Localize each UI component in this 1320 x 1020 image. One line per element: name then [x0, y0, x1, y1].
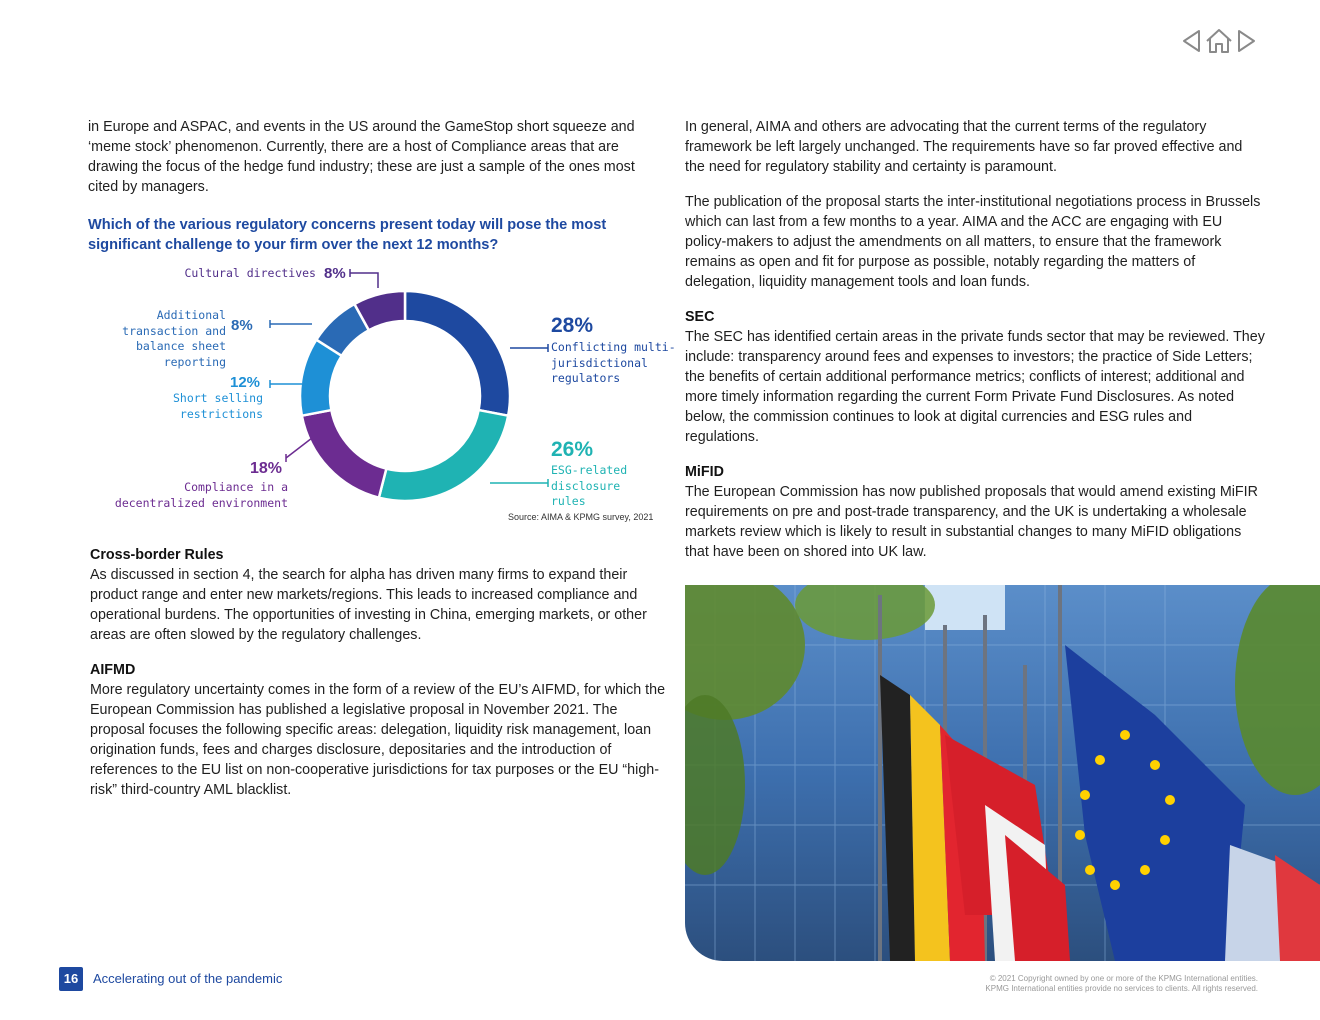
right-paragraph-1: In general, AIMA and others are advocating that the current terms of the regulatory framework be left largely unchanged. The requirements have so far proved effective and the need for regulatory stability and certainty is paramount.: [685, 119, 1243, 175]
chart-question: Which of the various regulatory concerns present today will pose the most significant challenge to your firm over the next 12 months?: [88, 217, 607, 253]
copyright-line-1: © 2021 Copyright owned by one or more of the KPMG International entities.: [989, 974, 1258, 983]
data-label-conflicting: 28%: [551, 314, 594, 337]
copyright-notice: [985, 974, 1258, 994]
data-label-additional: 8%: [231, 317, 253, 334]
mifid-paragraph: The European Commission has now published proposals that would amend existing MiFIR requirements on pre and post-trade transparency, and the UK is undertaking a wholesale markets review which is likely to result in substantial changes to many MiFID obligations that have been on shored into UK law.: [685, 484, 1258, 560]
category-label-esg: ESG-related disclosure rules: [551, 463, 628, 508]
data-label-esg: 26%: [551, 438, 594, 461]
donut-slice-decentralized: [302, 410, 386, 498]
category-label-decentralized: Compliance in a decentralized environment: [114, 480, 288, 510]
donut-slice-esg: [379, 410, 508, 501]
chevron-left-icon[interactable]: [1180, 28, 1202, 54]
donut-chart: [80, 258, 676, 528]
chart-source: Source: AIMA & KPMG survey, 2021: [508, 512, 654, 522]
aifmd-heading: AIFMD: [90, 662, 136, 678]
data-label-decentralized: 18%: [250, 460, 283, 477]
right-paragraph-2: The publication of the proposal starts the inter-institutional negotiations process in Brussels which can last from a few months to a year. AIMA and the ACC are engaging with EU policy-makers to adjust the amendments on all matters, to ensure that the framework remains as open and fit for purpose as possible, notably regarding the matters of delegation, liquidity management tools and loan funds.: [685, 194, 1261, 290]
intro-paragraph: in Europe and ASPAC, and events in the US around the GameStop short squeeze and ‘meme stock’ phenomenon. Currently, there are a host of Compliance areas that are drawing the focus of the hedge fund industry; these are just a sample of the ones most cited by managers.: [88, 119, 635, 195]
aifmd-paragraph: More regulatory uncertainty comes in the form of a review of the EU’s AIFMD, for which the European Commission has published a legislative proposal in November 2021. The proposal focuses the following specific areas: delegation, liquidity risk management, loan origination funds, fees and charges disclosure, depositaries and the introduction of references to the EU list on non-cooperative jurisdictions for tax purposes or the EU “high-risk” third-country AML blacklist.: [90, 682, 666, 798]
right-column: [685, 117, 1265, 562]
mifid-heading: MiFID: [685, 464, 724, 480]
footer-title: Accelerating out of the pandemic: [93, 971, 283, 986]
category-label-additional: Additional transaction and balance sheet reporting: [122, 308, 226, 369]
home-icon[interactable]: [1204, 27, 1234, 55]
page-number: 16: [59, 967, 83, 991]
category-label-short-selling: Short selling restrictions: [172, 391, 263, 421]
cross-border-paragraph: As discussed in section 4, the search for alpha has driven many firms to expand their product range and enter new markets/regions. This leads to increased compliance and operational burdens. The opportunities of investing in China, emerging markets, or other areas are often slowed by the regulatory challenges.: [90, 567, 647, 643]
page-navigation: [1180, 27, 1258, 55]
chevron-right-icon[interactable]: [1236, 28, 1258, 54]
eu-flags-photo: [685, 585, 1320, 961]
category-label-conflicting: Conflicting multi-jurisdictional regulators: [551, 340, 676, 385]
left-column-lower: [90, 545, 670, 800]
leader-line-cultural: [350, 273, 378, 288]
data-label-short-selling: 12%: [230, 374, 261, 391]
sec-paragraph: The SEC has identified certain areas in the private funds sector that may be reviewed. They include: transparency around fees and expenses to investors; the practice of Side Letters; the benefits of certain additional performance metrics; conflicts of interest; additional and more timely information regarding the current Form Private Fund Disclosures. As noted below, the commission continues to look at digital currencies and ESG rules and regulations.: [685, 329, 1265, 445]
sec-heading: SEC: [685, 309, 715, 325]
cross-border-heading: Cross-border Rules: [90, 547, 224, 563]
donut-slice-conflicting: [405, 291, 510, 416]
left-column: [88, 117, 663, 255]
copyright-line-2: KPMG International entities provide no services to clients. All rights reserved.: [985, 984, 1258, 993]
category-label-cultural: Cultural directives: [184, 266, 316, 280]
flags-illustration: [685, 585, 1320, 961]
data-label-cultural: 8%: [324, 265, 346, 282]
leader-line-decentralized: [286, 438, 312, 458]
